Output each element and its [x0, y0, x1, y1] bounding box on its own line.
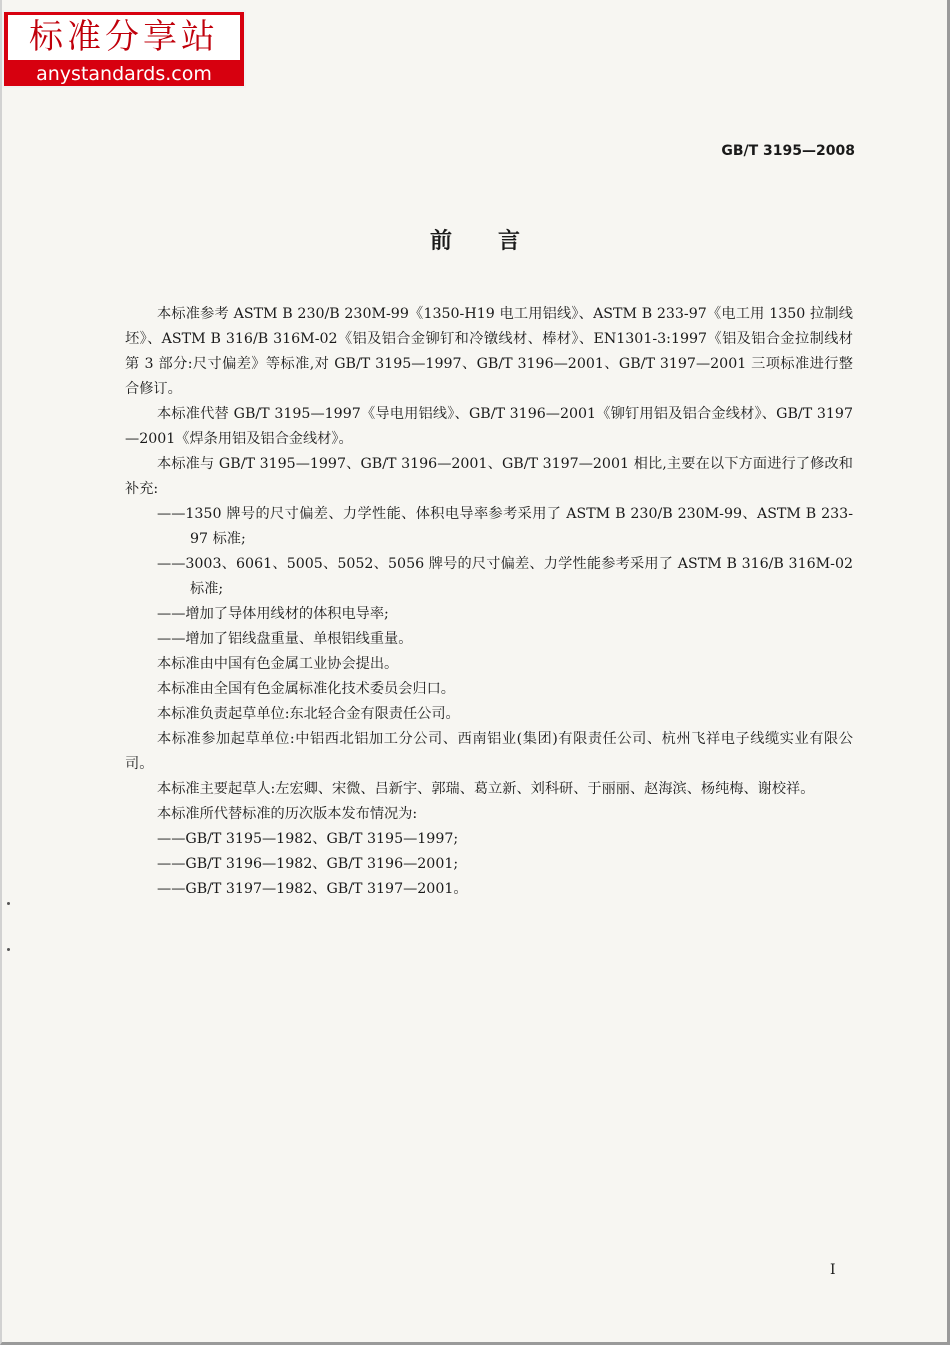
- list-item: ——GB/T 3197—1982、GB/T 3197—2001。: [157, 881, 468, 897]
- standard-code: GB/T 3195—2008: [721, 143, 855, 159]
- paragraph: 本标准所代替标准的历次版本发布情况为:: [157, 806, 418, 822]
- watermark-url-text: anystandards.com: [36, 63, 212, 85]
- list-item: ——1350 牌号的尺寸偏差、力学性能、体积电导率参考采用了 ASTM B 230/B 230M-99、ASTM B 233-97 标准;: [157, 506, 853, 547]
- paragraph: 本标准负责起草单位:东北轻合金有限责任公司。: [157, 706, 460, 722]
- paragraph: 本标准由中国有色金属工业协会提出。: [157, 656, 399, 672]
- list-item: ——3003、6061、5005、5052、5056 牌号的尺寸偏差、力学性能参考采用了 ASTM B 316/B 316M-02 标准;: [157, 556, 853, 597]
- paragraph: 本标准主要起草人:左宏卿、宋微、吕新宇、郭瑞、葛立新、刘科研、于丽丽、赵海滨、杨纯梅、谢校祥。: [157, 781, 815, 797]
- watermark-logo: [2, 10, 246, 88]
- list-item: ——GB/T 3195—1982、GB/T 3195—1997;: [157, 831, 459, 847]
- page-title: 前言: [429, 229, 566, 254]
- scan-artifact-dot: [7, 902, 10, 905]
- paragraph: 本标准代替 GB/T 3195—1997《导电用铝线》、GB/T 3196—2001《铆钉用铝及铝合金线材》、GB/T 3197—2001《焊条用铝及铝合金线材》。: [125, 406, 853, 447]
- list-item: ——增加了导体用线材的体积电导率;: [157, 606, 389, 622]
- paragraph: 本标准参考 ASTM B 230/B 230M-99《1350-H19 电工用铝线》、ASTM B 233-97《电工用 1350 拉制线坯》、ASTM B 316/B 316M-02《铝及铝合金铆钉和冷镦线材、棒材》、EN1301-3:1997《铝及铝合金拉制线材 第 3 部分:尺寸偏差》等标准,对 GB/T 3195—1997、GB/T 3196—2001、GB/T 3197—2001 三项标准进行整合修订。: [125, 306, 868, 397]
- scan-artifact-dot: [7, 948, 10, 951]
- page-number: I: [830, 1262, 836, 1278]
- list-item: ——增加了铝线盘重量、单根铝线重量。: [157, 631, 413, 647]
- foreword-body: [125, 302, 868, 902]
- paragraph: 本标准由全国有色金属标准化技术委员会归口。: [157, 681, 455, 697]
- paragraph: 本标准参加起草单位:中铝西北铝加工分公司、西南铝业(集团)有限责任公司、杭州飞祥电子线缆实业有限公司。: [125, 731, 853, 772]
- list-item: ——GB/T 3196—1982、GB/T 3196—2001;: [157, 856, 459, 872]
- watermark-chinese-text: 标准分享站: [8, 15, 240, 60]
- paragraph: 本标准与 GB/T 3195—1997、GB/T 3196—2001、GB/T 3197—2001 相比,主要在以下方面进行了修改和补充:: [125, 456, 853, 497]
